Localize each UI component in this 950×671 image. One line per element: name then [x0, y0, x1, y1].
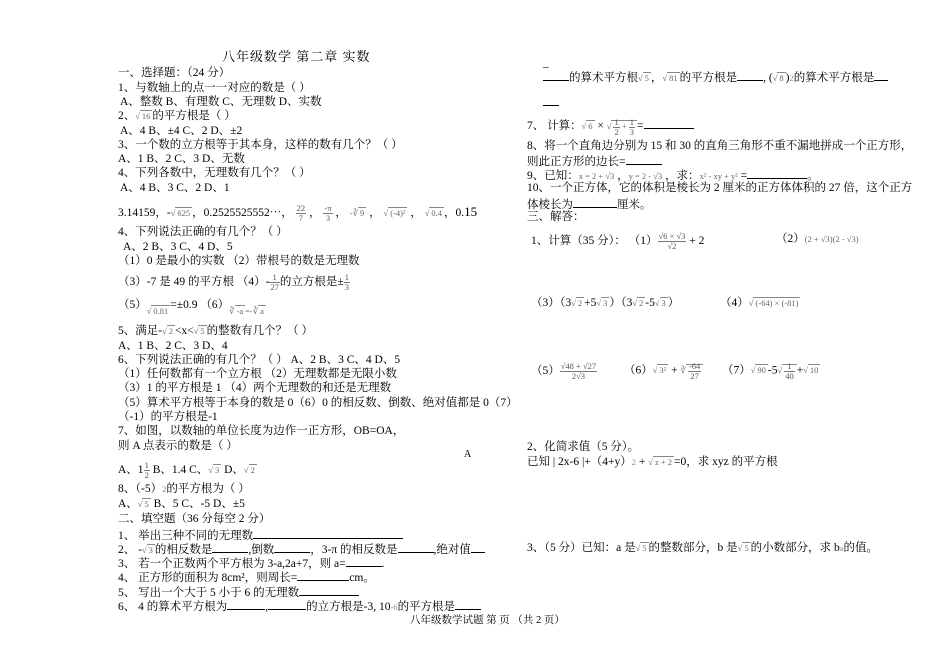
fill-2-a: 2、 -: [118, 544, 142, 556]
answer-blank[interactable]: [543, 94, 559, 106]
answer-blank[interactable]: [747, 167, 807, 179]
simplify-a: 已知 | 2x-6 |+（4+y）: [527, 456, 632, 468]
fill-6-c: 的平方根是: [397, 601, 456, 613]
q4-list-b: ，0.2525525552⋯，: [192, 207, 293, 220]
q3-options: A、1 B、2 C、3 D、无数: [118, 153, 245, 165]
expression-2: (2 + √3)(2 - √3): [804, 234, 859, 244]
right-fill-continue: [543, 94, 559, 110]
square-root-icon: √ 0.4: [424, 208, 443, 219]
square-root-icon: √ (-64) × (-81): [748, 298, 799, 308]
q8-option-d: D、: [224, 464, 244, 477]
square-root-icon: √ 0.81: [146, 306, 169, 316]
q3-c: 的小数部分，求 b: [750, 542, 840, 554]
calc-3-b: +5: [584, 297, 597, 309]
q1-options: A、整数 B、有理数 C、无理数 D、实数: [120, 96, 322, 108]
q5b-text-2: 的立方根是±: [279, 276, 344, 289]
fraction-22-7: $\frac{22}{7}$: [296, 203, 306, 223]
calc-7-label: （7）: [722, 364, 751, 377]
q5-statement-b: [118, 273, 350, 292]
q9-options: [118, 497, 245, 511]
answer-blank[interactable]: [737, 69, 763, 81]
answer-blank[interactable]: [268, 598, 306, 610]
right-fill-a: 的算术平方根: [569, 72, 638, 84]
answer-blank[interactable]: [346, 555, 382, 567]
calc-1: [531, 232, 704, 251]
q7-text: 6、下列说法正确的有几个？（ ） A、2 B、3 C、4 D、5: [118, 354, 401, 366]
fill-1-text: 1、 举出三种不同的无理数: [118, 530, 254, 542]
q5c-text-2: =±0.9 （6）: [170, 299, 230, 311]
answer-blank[interactable]: [253, 527, 403, 539]
q3-b: 的整数部分，b 是: [648, 542, 738, 554]
q8-option-b: B、1.4 C、: [152, 464, 209, 477]
fill-10-c-text: 厘米。: [617, 199, 652, 211]
right-top-mark: _: [543, 57, 549, 69]
answer-blank[interactable]: [471, 541, 485, 553]
answer-blank[interactable]: [227, 598, 265, 610]
section-2-heading: 二、填空题（36 分每空 2 分）: [118, 513, 271, 525]
fill-4-text: 4、 正方形的面积为 8cm²，则周长=: [118, 572, 298, 584]
fill-9-b: ，求：: [665, 170, 700, 182]
q8-text: 7、如图，以数轴的单位长度为边作一正方形，OB=OA，: [118, 425, 405, 437]
fill-4: [118, 569, 375, 585]
fill-2-b: 的相反数是: [154, 544, 213, 556]
q6-text: [118, 324, 313, 338]
fraction-1-3: $\frac{1}{3}$: [344, 272, 349, 292]
fill-9: 9、已知：x = 2 + √3 ，y = 2 - √3 ，求：x² - xy + y² = 。: [527, 167, 819, 183]
q5-options: A、2 B、3 C、4 D、5: [123, 241, 233, 253]
square-root-icon: √ z + 2: [648, 457, 673, 467]
square-root-icon: √ 2: [571, 298, 583, 308]
q8-options: [118, 461, 257, 480]
square-root-icon: √ 16: [135, 111, 151, 121]
q6-text-2: <x<: [175, 325, 194, 337]
fill-2-c: ,倒数: [248, 544, 275, 556]
square-root-icon: √ 5: [737, 543, 749, 553]
answer-blank[interactable]: [626, 153, 662, 165]
q3-d: 的值。: [843, 542, 878, 554]
calc-3-e: ）: [667, 297, 680, 309]
square-root-icon: √ 5: [635, 543, 647, 553]
page-title: 八年级数学 第二章 实数: [222, 49, 371, 64]
fill-8-b-text: 则此正方形的边长=: [527, 156, 626, 168]
q5b-text-1: （3）-7 是 49 的平方根 （4）-: [118, 276, 270, 289]
q5-text: 4、下列说法正确的有几个？（ ）: [118, 226, 288, 238]
square-root-icon: √ $\frac{1}{2}$ + $\frac{1}{3}$: [607, 118, 637, 137]
square-root-icon: √ 3²: [652, 365, 667, 376]
fill-4-unit: cm。: [349, 572, 375, 584]
q2-options: A、4 B、±4 C、2 D、±2: [120, 125, 243, 137]
fill-6: 6、 4 的算术平方根为 , 的立方根是-3, 10-6的平方根是: [118, 598, 481, 614]
square-root-icon: √ 2: [162, 326, 174, 336]
fill-6-b: 的立方根是-3, 10: [306, 601, 391, 613]
q9-text: 8、（-5）2的平方根为（ ）: [118, 483, 250, 495]
page-footer: 八年级数学试题 第 页 （共 2 页）: [410, 615, 565, 626]
square-root-icon: √ 2: [632, 298, 644, 308]
q9-text-2: 的平方根为（ ）: [166, 483, 250, 495]
q6-text-1: 5、满足-: [118, 325, 163, 337]
fraction-pi-3: $\frac{-\pi}{3}$: [324, 203, 332, 223]
answer-blank[interactable]: [212, 541, 248, 553]
square-root-icon: √ 625: [170, 208, 191, 219]
fill-10-b-text: 体棱长为: [527, 199, 573, 211]
q7-statement-c: （5）算术平方根等于本身的数是 0（6）0 的相反数、倒数、绝对值都是 0（7）: [118, 397, 518, 409]
q7-statement-a: （1）任何数都有一个立方根 （2）无理数都是无限小数: [118, 368, 397, 380]
figure-label-a: A: [464, 449, 472, 460]
right-fill-b: 的平方根是: [679, 72, 738, 84]
cube-root-icon: ∛ -a =-∛ a: [229, 306, 264, 316]
simplify-b: =0，求 xyz 的平方根: [674, 456, 778, 468]
q2-text: 的平方根是（ ）: [152, 110, 236, 122]
square-root-icon: √ 3: [141, 545, 153, 555]
fill-10: 10、一个正方体，它的体积是棱长为 2 厘米的正方体体积的 27 倍，这个正方: [527, 182, 913, 194]
expression: x² - xy + y²: [699, 171, 738, 181]
fraction-expression: $\frac{√48 + √27}{2√3}$: [560, 361, 597, 381]
equation-y: y = 2 - √3: [628, 171, 663, 181]
fill-5-text: 5、 写出一个大于 5 小于 6 的无理数: [118, 587, 300, 599]
calc-7: [722, 362, 820, 381]
square-root-icon: √ 3: [654, 298, 666, 308]
fill-6-a: 6、 4 的算术平方根为: [118, 601, 228, 613]
fraction-expression: $\frac{√6 \times √3}{√2}$: [658, 231, 686, 251]
fill-7-text: 7、 计算：: [527, 120, 582, 132]
q6-text-3: 的整数有几个？（ ）: [206, 325, 314, 337]
right-fill-line: 的算术平方根√ 5 ，√ 81 的平方根是 , (√ 8 )2的算术平方根是: [543, 69, 888, 85]
square-root-icon: √ 5: [638, 73, 649, 83]
square-root-icon: √ 5: [137, 499, 149, 509]
square-root-icon: √ 8: [772, 73, 784, 83]
calc-7-c: +: [796, 364, 804, 377]
square-root-icon: √ $\frac{1}{40}$: [778, 362, 797, 381]
cube-root-icon: ∛ $\frac{-64}{27}$: [680, 362, 703, 381]
question-3: 3、（5 分）已知：a 是√ 5 的整数部分，b 是√ 5 的小数部分，求 ba的值。: [527, 542, 878, 554]
q4-number-list: 3.14159，-√ 625 ，0.2525525552⋯， $\frac{22}{7}$ ， $\frac{-\pi}{3}$ ， -∛ 9 ， √ (-4)² ， √ 0.4 ，0.15: [118, 203, 478, 223]
square-root-icon: √ 2: [243, 465, 255, 476]
cube-root-icon: -∛ 9: [349, 208, 365, 219]
q2-num: 2、: [118, 110, 136, 122]
calc-7-b: -5: [767, 364, 778, 377]
square-root-icon: √ 5: [193, 326, 205, 336]
answer-blank[interactable]: [543, 69, 569, 81]
calc-1-b: + 2: [689, 235, 705, 248]
equation-x: x = 2 + √3: [578, 171, 615, 181]
q3-a: 3、（5 分）已知：a 是: [527, 542, 636, 554]
answer-blank[interactable]: [644, 117, 694, 129]
square-root-icon: √ (-4)²: [383, 208, 406, 219]
right-fill-c: 的算术平方根是: [793, 72, 875, 84]
answer-blank[interactable]: [573, 196, 617, 208]
calc-5: [531, 362, 597, 381]
fill-7: 7、 计算：√ 6 × √ $\frac{1}{2}$ + $\frac{1}{3}$ =: [527, 117, 694, 137]
calc-4: [720, 296, 800, 310]
simplify-heading: 2、化简求值（5 分）。: [527, 441, 640, 453]
fraction-1-27: $\frac{1}{27}$: [270, 272, 279, 292]
square-root-icon: √ 3: [596, 298, 608, 308]
square-root-icon: √ 81: [662, 73, 678, 83]
fill-2-e: ,绝对值: [433, 544, 471, 556]
calc-3-c: ）（3: [609, 297, 633, 309]
q9-option-a: A、: [118, 498, 138, 510]
answer-blank[interactable]: [874, 69, 888, 81]
q8-option-a: A、1: [118, 464, 144, 477]
q2-line: [118, 109, 236, 123]
calc-3-a: （3）（3: [531, 297, 572, 309]
calc-5-label: （5）: [531, 365, 560, 378]
calc-2: [776, 232, 859, 246]
square-root-icon: √ 3: [208, 465, 220, 476]
section-1-heading: 一、选择题：（24 分）: [118, 67, 231, 79]
calc-6: （6）√ 3² + ∛ $\frac{-64}{27}$: [624, 362, 703, 381]
q4-options: A、4 B、3 C、2 D、1: [120, 182, 230, 194]
fill-3: 3、 若一个正数两个平方根为 3-a,2a+7，则 a= .: [118, 555, 385, 571]
calc-1-text: 1、计算（35 分）： （1）: [531, 235, 658, 248]
q6-options: A、1 B、2 C、3 D、4: [118, 340, 228, 352]
q4-text: 4、下列各数中，无理数有几个？（ ）: [118, 167, 311, 179]
q5c-text-1: （5）: [118, 299, 147, 311]
simplify-text: 已知 | 2x-6 |+（4+y）2 + √ z + 2 =0，求 xyz 的平方根: [527, 456, 778, 468]
square-root-icon: √ 6: [581, 121, 593, 131]
fill-3-text: 3、 若一个正数两个平方根为 3-a,2a+7，则 a=: [118, 558, 346, 570]
q1-text: 1、与数轴上的点一一对应的数是（ ）: [118, 82, 311, 94]
q4-list-a: 3.14159，-: [118, 207, 171, 220]
q5-statement-a: （1）0 是最小的实数 （2）带根号的数是无理数: [118, 255, 360, 267]
q9-options-rest: B、5 C、-5 D、±5: [153, 498, 245, 510]
answer-blank[interactable]: [297, 569, 349, 581]
calc-6-label: （6）: [624, 364, 653, 377]
calc-3-d: -5: [645, 297, 655, 309]
answer-blank[interactable]: [274, 541, 310, 553]
fill-8: 8、将一个直角边分别为 15 和 30 的直角三角形不重不漏地拼成一个正方形，: [527, 140, 913, 152]
calc-3: [531, 296, 679, 310]
answer-blank[interactable]: [398, 541, 434, 553]
answer-blank[interactable]: [299, 584, 359, 596]
section-3-heading: 三、解答：: [527, 211, 585, 223]
q7-statement-d: （-1）的平方根是-1: [118, 411, 218, 423]
fill-9-a: 9、已知：: [527, 170, 579, 182]
fill-2-d: ，3-π 的相反数是: [310, 544, 398, 556]
q5-statement-c: [118, 298, 266, 316]
q3-text: 3、一个数的立方根等于其本身，这样的数有几个？（ ）: [118, 139, 403, 151]
answer-blank[interactable]: [455, 598, 481, 610]
q7-statement-b: （3）1 的平方根是 1 （4）两个无理数的和还是无理数: [118, 382, 392, 394]
square-root-icon: √ 90: [750, 365, 766, 376]
calc-2-label: （2）: [776, 233, 805, 245]
calc-4-label: （4）: [720, 297, 749, 309]
q9-text-1: 8、（-5）: [118, 483, 163, 495]
q8-text-b: 则 A 点表示的数是（ ）: [118, 440, 238, 452]
square-root-icon: √ 10: [803, 365, 819, 376]
fraction-1-2: $\frac{1}{2}$: [144, 460, 149, 480]
